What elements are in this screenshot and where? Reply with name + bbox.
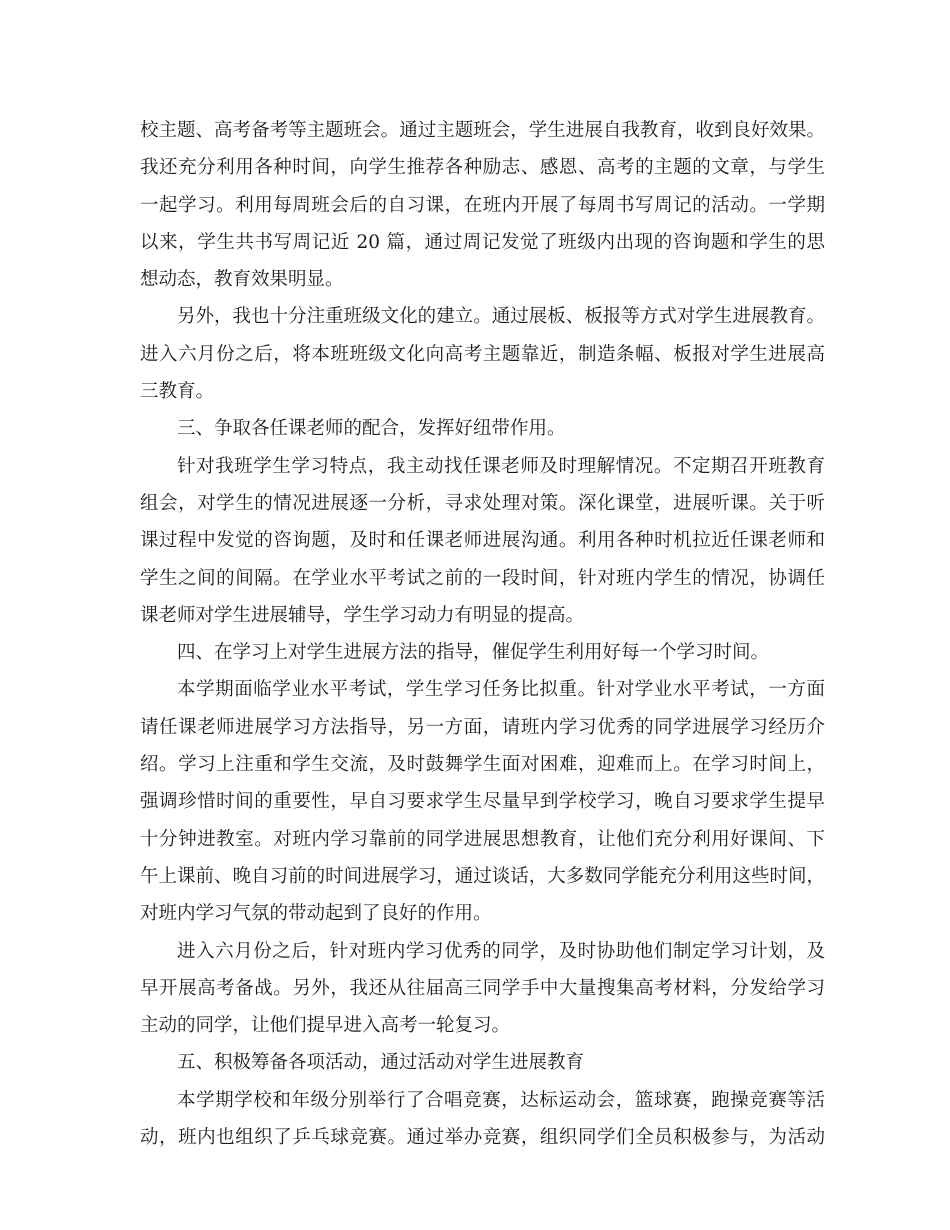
- text-line: 主动的同学，让他们提早进入高考一轮复习。: [140, 1015, 511, 1037]
- text-line: 对班内学习气氛的带动起到了良好的作用。: [140, 903, 492, 925]
- text-line: 一起学习。利用每周班会后的自习课，在班内开展了每周书写周记的活动。一学期: [140, 194, 825, 216]
- text-line: 早开展高考备战。另外，我还从往届高三同学手中大量搜集高考材料，分发给学习: [140, 977, 825, 999]
- text-line: 五、积极筹备各项活动，通过活动对学生进展教育: [177, 1052, 585, 1074]
- text-line: 本学期学校和年级分别举行了合唱竞赛，达标运动会，篮球赛，跑操竞赛等活: [177, 1089, 825, 1111]
- text-line: 我还充分利用各种时间，向学生推荐各种励志、感恩、高考的主题的文章，与学生: [140, 157, 825, 179]
- text-line: 进入六月份之后，将本班班级文化向高考主题靠近，制造条幅、板报对学生进展高: [140, 343, 825, 365]
- text-line: 强调珍惜时间的重要性，早自习要求学生尽量早到学校学习，晚自习要求学生提早: [140, 791, 825, 813]
- document-body: [140, 112, 825, 1156]
- text-line: 组会，对学生的情况进展逐一分析，寻求处理对策。深化课堂，进展听课。关于听: [140, 492, 825, 514]
- text-line: 四、在学习上对学生进展方法的指导，催促学生利用好每一个学习时间。: [177, 642, 770, 664]
- text-line: 进入六月份之后，针对班内学习优秀的同学，及时协助他们制定学习计划，及: [177, 940, 825, 962]
- text-line: 午上课前、晚自习前的时间进展学习，通过谈话，大多数同学能充分利用这些时间，: [140, 865, 825, 887]
- text-line: 动，班内也组织了乒乓球竞赛。通过举办竞赛，组织同学们全员积极参与，为活动: [140, 1127, 825, 1149]
- text-line: 课老师对学生进展辅导，学生学习动力有明显的提高。: [140, 604, 585, 626]
- text-line: 以来，学生共书写周记近 20 篇，通过周记发觉了班级内出现的咨询题和学生的思: [140, 231, 825, 253]
- text-line: 另外，我也十分注重班级文化的建立。通过展板、板报等方式对学生进展教育。: [177, 306, 825, 328]
- text-line: 绍。学习上注重和学生交流，及时鼓舞学生面对困难，迎难而上。在学习时间上，: [140, 754, 825, 776]
- text-line: 十分钟进教室。对班内学习靠前的同学进展思想教育，让他们充分利用好课间、下: [140, 828, 825, 850]
- text-line: 三、争取各任课老师的配合，发挥好纽带作用。: [177, 418, 566, 440]
- text-line: 三教育。: [140, 381, 215, 403]
- text-line: 针对我班学生学习特点，我主动找任课老师及时理解情况。不定期召开班教育: [177, 455, 825, 477]
- text-line: 学生之间的间隔。在学业水平考试之前的一段时间，针对班内学生的情况，协调任: [140, 567, 825, 589]
- text-line: 本学期面临学业水平考试，学生学习任务比拟重。针对学业水平考试，一方面: [177, 679, 825, 701]
- text-line: 请任课老师进展学习方法指导，另一方面，请班内学习优秀的同学进展学习经历介: [140, 716, 825, 738]
- text-line: 校主题、高考备考等主题班会。通过主题班会，学生进展自我教育，收到良好效果。: [140, 120, 825, 141]
- text-line: 想动态，教育效果明显。: [140, 269, 344, 291]
- text-line: 课过程中发觉的咨询题，及时和任课老师进展沟通。利用各种时机拉近任课老师和: [140, 530, 825, 552]
